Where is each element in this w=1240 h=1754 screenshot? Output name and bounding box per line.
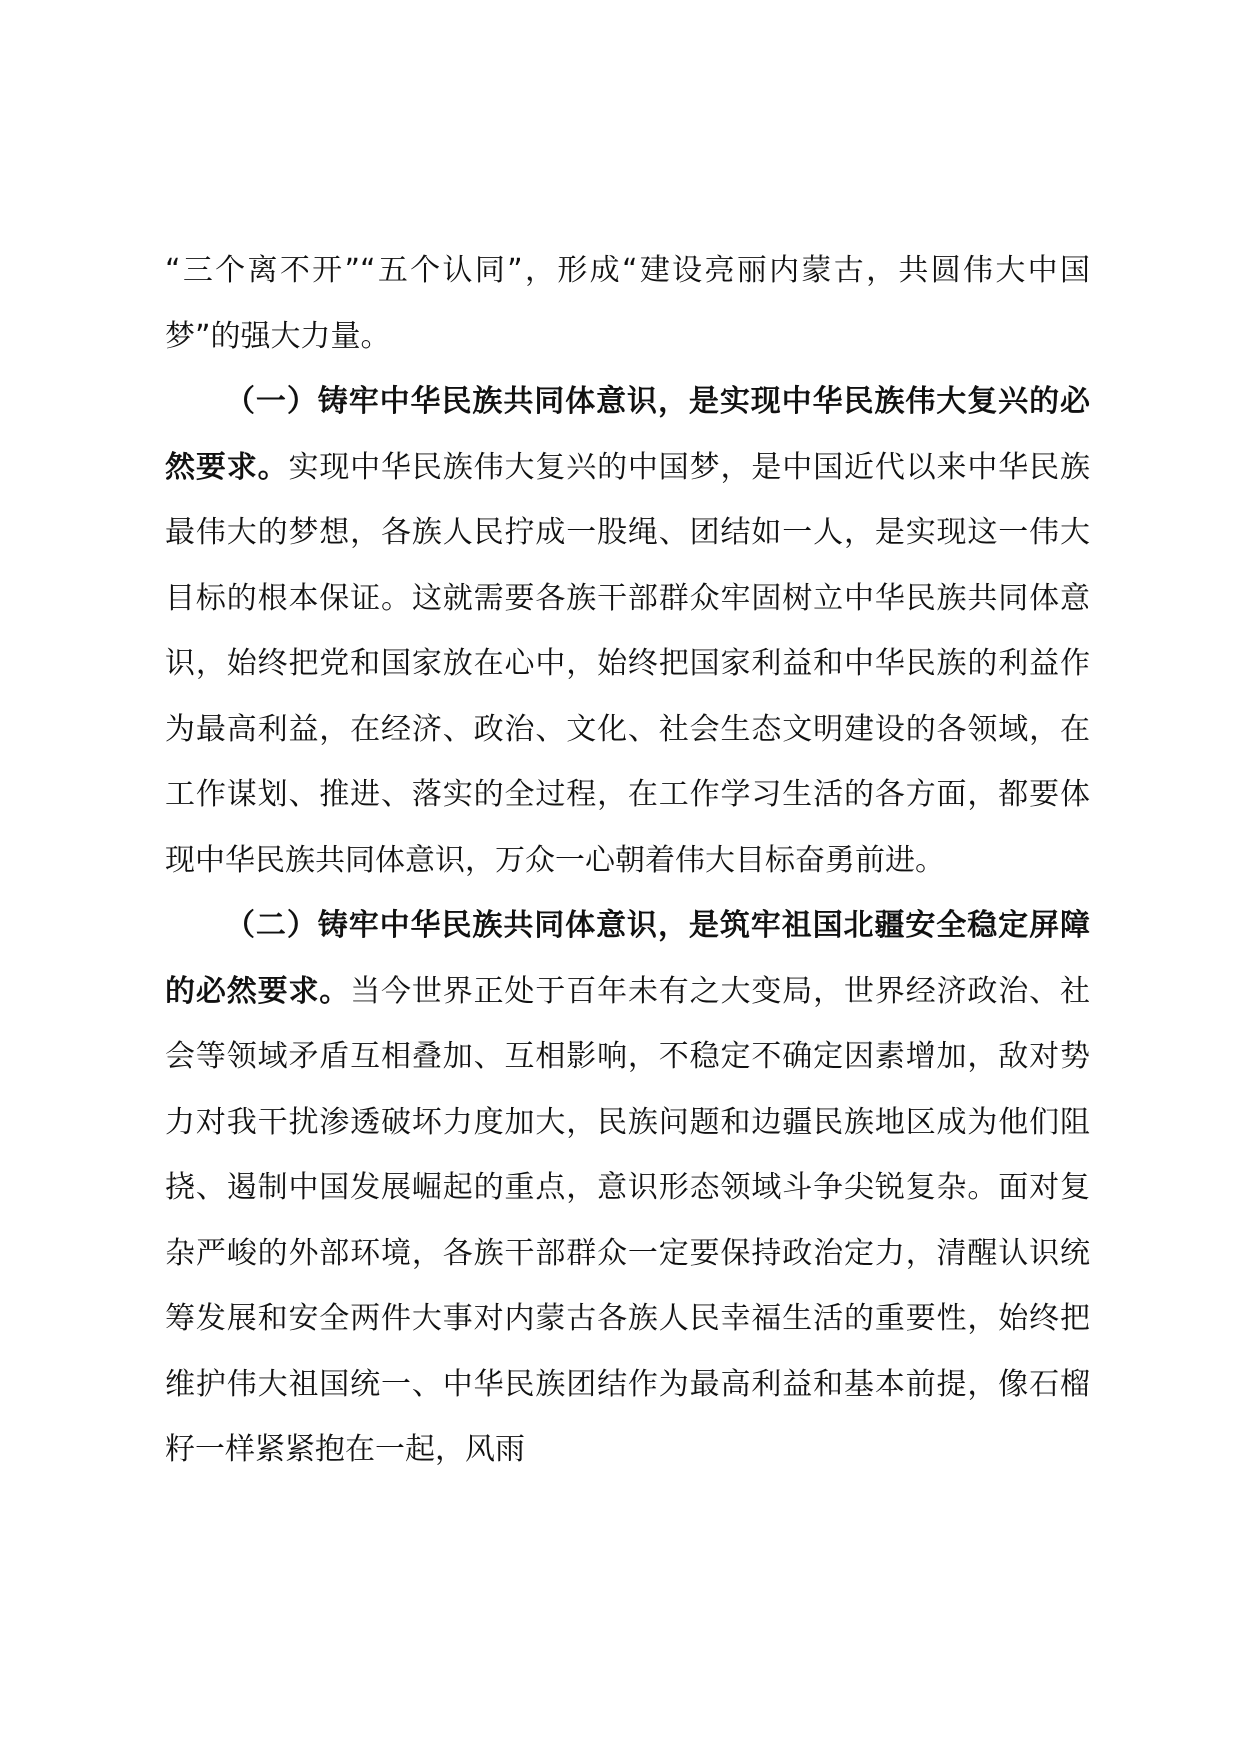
section-heading-1: （一）铸牢中华民族共同体意识，是实现中华民族伟大复兴的必然要求。 [165,384,1090,485]
paragraph-text: “三个离不开”“五个认同”，形成“建设亮丽内蒙古，共圆伟大中国梦”的强大力量。 [165,253,1090,354]
paragraph-section-1 [165,369,1090,893]
paragraph-section-2 [165,893,1090,1483]
paragraph-text: 实现中华民族伟大复兴的中国梦，是中国近代以来中华民族最伟大的梦想，各族人民拧成一股绳、团结如一人，是实现这一伟大目标的根本保证。这就需要各族干部群众牢固树立中华民族共同体意识，始终把党和国家放在心中，始终把国家利益和中华民族的利益作为最高利益，在经济、政治、文化、社会生态文明建设的各领域，在工作谋划、推进、落实的全过程，在工作学习生活的各方面，都要体现中华民族共同体意识，万众一心朝着伟大目标奋勇前进。 [165,449,1091,878]
paragraph-text: 当今世界正处于百年未有之大变局，世界经济政治、社会等领域矛盾互相叠加、互相影响，不稳定不确定因素增加，敌对势力对我干扰渗透破坏力度加大，民族问题和边疆民族地区成为他们阻挠、遏制中国发展崛起的重点，意识形态领域斗争尖锐复杂。面对复杂严峻的外部环境，各族干部群众一定要保持政治定力，清醒认识统筹发展和安全两件大事对内蒙古各族人民幸福生活的重要性，始终把维护伟大祖国统一、中华民族团结作为最高利益和基本前提，像石榴籽一样紧紧抱在一起，风雨 [165,973,1091,1467]
section-heading-2: （二）铸牢中华民族共同体意识，是筑牢祖国北疆安全稳定屏障的必然要求。 [165,908,1090,1009]
paragraph-continuation [165,238,1090,369]
document-body [165,238,1090,1483]
